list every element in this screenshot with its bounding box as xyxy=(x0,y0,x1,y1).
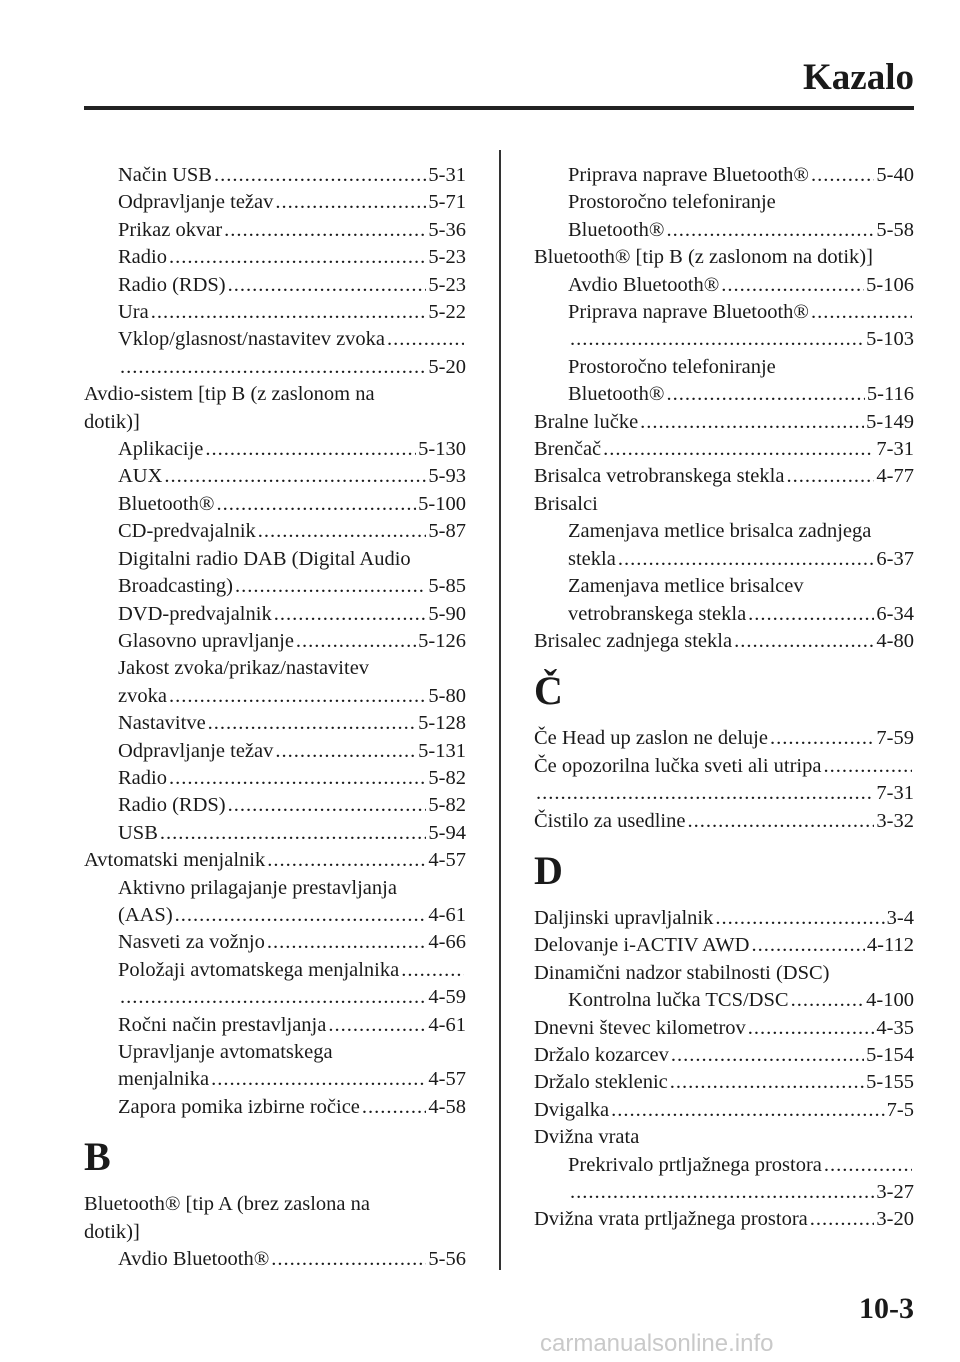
index-entry-text: Aktivno prilagajanje prestavljanja xyxy=(118,876,397,899)
index-entry xyxy=(84,381,466,408)
index-entry-text: Če opozorilna lučka sveti ali utripa xyxy=(534,754,822,777)
index-entry xyxy=(534,753,914,780)
index-entry xyxy=(84,929,466,956)
index-entry-text: DVD-predvajalnik xyxy=(118,602,272,625)
index-entry-text: Zamenjava metlice brisalcev xyxy=(568,575,804,598)
index-entry xyxy=(84,902,466,929)
header-rule xyxy=(84,106,914,110)
index-entry-page: 5-80 xyxy=(428,684,466,707)
index-entry-page: 5-103 xyxy=(866,328,914,351)
index-entry-text: Jakost zvoka/prikaz/nastavitev xyxy=(118,657,370,680)
index-entry-text: Nastavitve xyxy=(118,712,206,735)
dot-leader xyxy=(715,905,884,932)
index-entry-text: Broadcasting) xyxy=(118,575,233,598)
dot-leader xyxy=(175,902,427,929)
index-entry-text: Brisalec zadnjega stekla xyxy=(534,629,733,652)
dot-leader xyxy=(670,1069,864,1096)
index-entry-text: Brisalci xyxy=(534,492,598,515)
dot-leader xyxy=(734,628,874,655)
index-entry xyxy=(534,272,914,299)
dot-leader xyxy=(211,1066,426,1093)
index-entry xyxy=(534,409,914,436)
index-entry-text: zvoka xyxy=(118,684,167,707)
index-entry-page: 4-35 xyxy=(876,1016,914,1039)
index-entry-text: Dvigalka xyxy=(534,1098,610,1121)
dot-leader xyxy=(811,299,912,326)
index-entry-text: Priprava naprave Bluetooth® xyxy=(568,164,810,186)
dot-leader xyxy=(214,162,426,189)
index-entry xyxy=(534,601,914,628)
dot-leader xyxy=(328,1012,426,1039)
index-entry xyxy=(534,546,914,573)
index-entry-page: 3-4 xyxy=(886,906,914,929)
index-entry xyxy=(534,381,914,408)
index-entry-text: vetrobranskega stekla xyxy=(568,602,747,625)
index-entry-page: 6-37 xyxy=(876,547,914,570)
index-entry xyxy=(84,244,466,271)
index-entry-text: Dinamični nadzor stabilnosti (DSC) xyxy=(534,961,830,984)
index-entry xyxy=(84,409,466,436)
index-entry-page: 5-40 xyxy=(876,164,914,186)
index-entry-text: dotik)] xyxy=(84,410,140,433)
index-entry xyxy=(84,436,466,463)
watermark-text: carmanualsonline.info xyxy=(540,1330,774,1357)
index-entry-page: 5-100 xyxy=(418,492,466,515)
index-entry-text: USB xyxy=(118,821,158,844)
index-entry-page: 4-80 xyxy=(876,629,914,652)
index-entry-page: 3-32 xyxy=(876,809,914,832)
dot-leader xyxy=(671,1042,864,1069)
index-entry-text: Radio (RDS) xyxy=(118,273,226,296)
dot-leader xyxy=(169,683,426,710)
index-entry-text: Zamenjava metlice brisalca zadnjega xyxy=(568,520,872,543)
index-entry-page: 4-58 xyxy=(428,1095,466,1118)
page-number: 10-3 xyxy=(859,1292,914,1325)
index-entry xyxy=(534,354,914,381)
index-entry xyxy=(534,189,914,216)
index-entry xyxy=(84,189,466,216)
index-entry-page: 5-154 xyxy=(866,1043,914,1066)
index-entry xyxy=(534,905,914,932)
index-entry-page: 5-36 xyxy=(428,218,466,241)
dot-leader xyxy=(570,1179,874,1206)
dot-leader xyxy=(120,984,426,1011)
index-entry xyxy=(534,244,914,271)
index-column-left xyxy=(84,162,466,1273)
index-entry xyxy=(534,1124,914,1151)
index-entry-page: 4-61 xyxy=(428,1013,466,1036)
index-entry-text: Prekrivalo prtljažnega prostora xyxy=(568,1153,822,1176)
index-entry-text: CD-predvajalnik xyxy=(118,520,256,543)
index-entry-text: Avdio Bluetooth® xyxy=(118,1248,270,1271)
index-entry xyxy=(84,217,466,244)
index-entry-text: Glasovno upravljanje xyxy=(118,629,294,652)
dot-leader xyxy=(770,725,874,752)
index-entry-page: 5-155 xyxy=(866,1071,914,1094)
index-entry xyxy=(84,463,466,490)
index-entry xyxy=(534,960,914,987)
dot-leader xyxy=(205,436,416,463)
index-entry-text: Prostoročno telefoniranje xyxy=(568,191,776,214)
index-entry-text: Radio xyxy=(118,246,167,269)
index-entry xyxy=(534,162,914,189)
dot-leader xyxy=(570,326,864,353)
index-entry xyxy=(84,1012,466,1039)
dot-leader xyxy=(786,463,874,490)
index-entry-text: Držalo kozarcev xyxy=(534,1043,669,1066)
dot-leader xyxy=(267,929,427,956)
index-entry-text: Vklop/glasnost/nastavitev zvoka xyxy=(118,328,386,351)
dot-leader xyxy=(271,1246,426,1273)
index-entry-page: 5-82 xyxy=(428,794,466,817)
dot-leader xyxy=(536,780,874,807)
dot-leader xyxy=(274,601,427,628)
index-entry xyxy=(534,725,914,752)
index-entry-text: Daljinski upravljalnik xyxy=(534,906,714,929)
index-entry-text: Prostoročno telefoniranje xyxy=(568,355,776,378)
index-entry-text: menjalnika xyxy=(118,1068,210,1091)
column-divider xyxy=(499,150,501,1270)
index-entry-text: Delovanje i-ACTIV AWD xyxy=(534,934,750,957)
dot-leader xyxy=(687,808,874,835)
index-entry-text: Bluetooth® xyxy=(568,218,665,241)
index-entry-page: 7-31 xyxy=(876,782,914,805)
dot-leader xyxy=(618,546,875,573)
dot-leader xyxy=(216,491,416,518)
index-entry xyxy=(84,546,466,573)
index-entry-text: Ročni način prestavljanja xyxy=(118,1013,327,1036)
index-entry xyxy=(534,628,914,655)
dot-leader xyxy=(296,628,416,655)
index-entry xyxy=(84,1066,466,1093)
index-entry-text: Aplikacije xyxy=(118,438,204,461)
dot-leader xyxy=(267,847,426,874)
index-entry xyxy=(84,1246,466,1273)
index-entry xyxy=(84,957,466,984)
index-entry-text: Ura xyxy=(118,301,149,324)
index-entry xyxy=(84,518,466,545)
index-entry xyxy=(84,765,466,792)
index-entry-text: Dvižna vrata xyxy=(534,1126,640,1149)
index-column-right xyxy=(534,162,914,1234)
index-entry xyxy=(534,518,914,545)
index-entry-text: Digitalni radio DAB (Digital Audio xyxy=(118,547,411,570)
index-entry xyxy=(534,1097,914,1124)
index-entry xyxy=(84,326,466,353)
index-entry-text: Odpravljanje težav xyxy=(118,191,274,214)
dot-leader xyxy=(164,463,426,490)
index-entry xyxy=(84,710,466,737)
index-entry xyxy=(84,655,466,682)
index-entry-text: Držalo steklenic xyxy=(534,1071,668,1094)
index-entry-page: 4-57 xyxy=(428,849,466,872)
dot-leader xyxy=(160,820,427,847)
index-entry xyxy=(84,1094,466,1121)
index-entry-page: 4-61 xyxy=(428,903,466,926)
index-entry-text: AUX xyxy=(118,465,163,488)
index-entry-text: Brisalca vetrobranskega stekla xyxy=(534,465,785,488)
dot-leader xyxy=(275,738,416,765)
index-entry-text: Bralne lučke xyxy=(534,410,639,433)
index-entry-text: Bluetooth® [tip A (brez zaslona na xyxy=(84,1193,370,1216)
index-entry-page: 5-126 xyxy=(418,629,466,652)
index-entry-page: 5-93 xyxy=(428,465,466,488)
dot-leader xyxy=(208,710,417,737)
index-entry-page: 7-31 xyxy=(876,438,914,461)
index-entry xyxy=(84,272,466,299)
index-entry-page: 6-34 xyxy=(876,602,914,625)
index-entry-page: 7-59 xyxy=(876,727,914,750)
dot-leader xyxy=(362,1094,427,1121)
index-entry xyxy=(84,984,466,1011)
index-entry xyxy=(84,354,466,381)
index-entry-text: Dvižna vrata prtljažnega prostora xyxy=(534,1208,808,1231)
index-entry xyxy=(84,628,466,655)
section-letter: Č xyxy=(534,668,563,714)
index-entry-page: 5-116 xyxy=(866,383,914,406)
index-entry-page: 7-5 xyxy=(886,1098,914,1121)
dot-leader xyxy=(387,326,464,353)
index-entry-text: Avdio-sistem [tip B (z zaslonom na xyxy=(84,383,375,406)
dot-leader xyxy=(228,792,427,819)
dot-leader xyxy=(811,162,874,189)
index-entry-page: 5-149 xyxy=(866,410,914,433)
dot-leader xyxy=(224,217,426,244)
index-entry-text: (AAS) xyxy=(118,903,173,926)
index-entry xyxy=(84,162,466,189)
index-entry-page: 4-77 xyxy=(876,465,914,488)
index-entry-text: Bluetooth® [tip B (z zaslonom na dotik)] xyxy=(534,246,873,269)
dot-leader xyxy=(823,753,912,780)
index-entry-page: 4-112 xyxy=(866,934,914,957)
index-entry-text: Avdio Bluetooth® xyxy=(568,273,720,296)
page-header-title: Kazalo xyxy=(803,57,914,98)
index-entry xyxy=(534,932,914,959)
index-entry xyxy=(534,780,914,807)
index-entry-text: Radio (RDS) xyxy=(118,794,226,817)
dot-leader xyxy=(235,573,426,600)
index-entry-page: 3-27 xyxy=(876,1181,914,1203)
index-entry-page: 4-59 xyxy=(428,986,466,1009)
index-entry-text: Kontrolna lučka TCS/DSC xyxy=(568,989,789,1012)
index-entry xyxy=(84,1039,466,1066)
index-entry-page: 5-71 xyxy=(428,191,466,214)
index-entry xyxy=(534,299,914,326)
index-entry-page: 4-57 xyxy=(428,1068,466,1091)
index-entry-text: Način USB xyxy=(118,164,212,186)
index-entry-text: Položaji avtomatskega menjalnika xyxy=(118,958,400,981)
index-entry-text: Bluetooth® xyxy=(568,383,665,406)
index-entry-text: dotik)] xyxy=(84,1220,140,1243)
index-entry-page: 5-90 xyxy=(428,602,466,625)
index-entry xyxy=(534,1206,914,1233)
index-entry xyxy=(84,601,466,628)
dot-leader xyxy=(751,932,864,959)
index-entry xyxy=(84,299,466,326)
index-entry xyxy=(84,1219,466,1246)
dot-leader xyxy=(824,1152,912,1179)
index-entry-text: Avtomatski menjalnik xyxy=(84,849,266,872)
index-entry-page: 5-23 xyxy=(428,273,466,296)
dot-leader xyxy=(748,601,874,628)
dot-leader xyxy=(258,518,427,545)
index-entry-text: Čistilo za usedline xyxy=(534,809,686,832)
index-entry-text: Priprava naprave Bluetooth® xyxy=(568,301,810,324)
index-entry-page: 5-94 xyxy=(428,821,466,844)
index-entry xyxy=(84,738,466,765)
index-entry-page: 5-131 xyxy=(418,739,466,762)
dot-leader xyxy=(169,765,426,792)
index-entry-page: 5-106 xyxy=(866,273,914,296)
index-entry xyxy=(534,1069,914,1096)
dot-leader xyxy=(611,1097,885,1124)
index-entry xyxy=(84,573,466,600)
index-entry xyxy=(534,217,914,244)
index-entry-page: 5-58 xyxy=(876,218,914,241)
dot-leader xyxy=(640,409,864,436)
dot-leader xyxy=(151,299,427,326)
index-entry xyxy=(84,792,466,819)
index-entry xyxy=(534,491,914,518)
index-entry-text: Zapora pomika izbirne ročice xyxy=(118,1095,360,1118)
index-entry-page: 5-128 xyxy=(418,712,466,735)
index-entry xyxy=(534,436,914,463)
dot-leader xyxy=(748,1015,875,1042)
section-letter: D xyxy=(534,847,563,893)
index-entry xyxy=(84,820,466,847)
dot-leader xyxy=(666,217,874,244)
index-entry xyxy=(84,491,466,518)
index-entry xyxy=(534,573,914,600)
dot-leader xyxy=(810,1206,875,1233)
index-entry xyxy=(534,1152,914,1179)
index-entry-page: 5-23 xyxy=(428,246,466,269)
index-entry-page: 5-22 xyxy=(428,301,466,324)
index-entry-page: 5-85 xyxy=(428,575,466,598)
dot-leader xyxy=(791,987,865,1014)
dot-leader xyxy=(721,272,864,299)
index-entry-page: 3-20 xyxy=(876,1208,914,1231)
index-entry-text: Odpravljanje težav xyxy=(118,739,274,762)
index-entry-page: 4-100 xyxy=(866,989,914,1012)
dot-leader xyxy=(120,354,426,381)
index-entry-text: Nasveti za vožnjo xyxy=(118,931,265,954)
dot-leader xyxy=(401,957,464,984)
dot-leader xyxy=(603,436,874,463)
index-entry-page: 5-31 xyxy=(428,164,466,186)
index-entry-page: 5-130 xyxy=(418,438,466,461)
index-entry xyxy=(84,875,466,902)
dot-leader xyxy=(169,244,426,271)
index-entry xyxy=(84,683,466,710)
dot-leader xyxy=(228,272,427,299)
index-entry xyxy=(534,808,914,835)
index-entry-text: Če Head up zaslon ne deluje xyxy=(534,727,768,750)
index-entry xyxy=(534,1042,914,1069)
index-entry-text: Upravljanje avtomatskega xyxy=(118,1041,333,1063)
index-entry-text: Prikaz okvar xyxy=(118,218,223,241)
section-letter: B xyxy=(84,1134,111,1180)
index-entry-page: 5-82 xyxy=(428,766,466,789)
index-entry-text: Dnevni števec kilometrov xyxy=(534,1016,746,1039)
index-entry xyxy=(84,847,466,874)
index-entry xyxy=(534,1179,914,1206)
index-entry-page: 5-87 xyxy=(428,520,466,543)
index-entry xyxy=(534,463,914,490)
index-entry xyxy=(534,1015,914,1042)
index-entry xyxy=(534,987,914,1014)
index-entry xyxy=(84,1191,466,1218)
dot-leader xyxy=(275,189,426,216)
index-entry-page: 5-20 xyxy=(428,355,466,378)
index-entry-page: 4-66 xyxy=(428,931,466,954)
index-entry-text: stekla xyxy=(568,547,616,570)
index-entry-text: Bluetooth® xyxy=(118,492,215,515)
dot-leader xyxy=(666,381,864,408)
index-entry xyxy=(534,326,914,353)
index-entry-text: Brenčač xyxy=(534,438,602,461)
index-entry-text: Radio xyxy=(118,766,167,789)
index-entry-page: 5-56 xyxy=(428,1248,466,1271)
